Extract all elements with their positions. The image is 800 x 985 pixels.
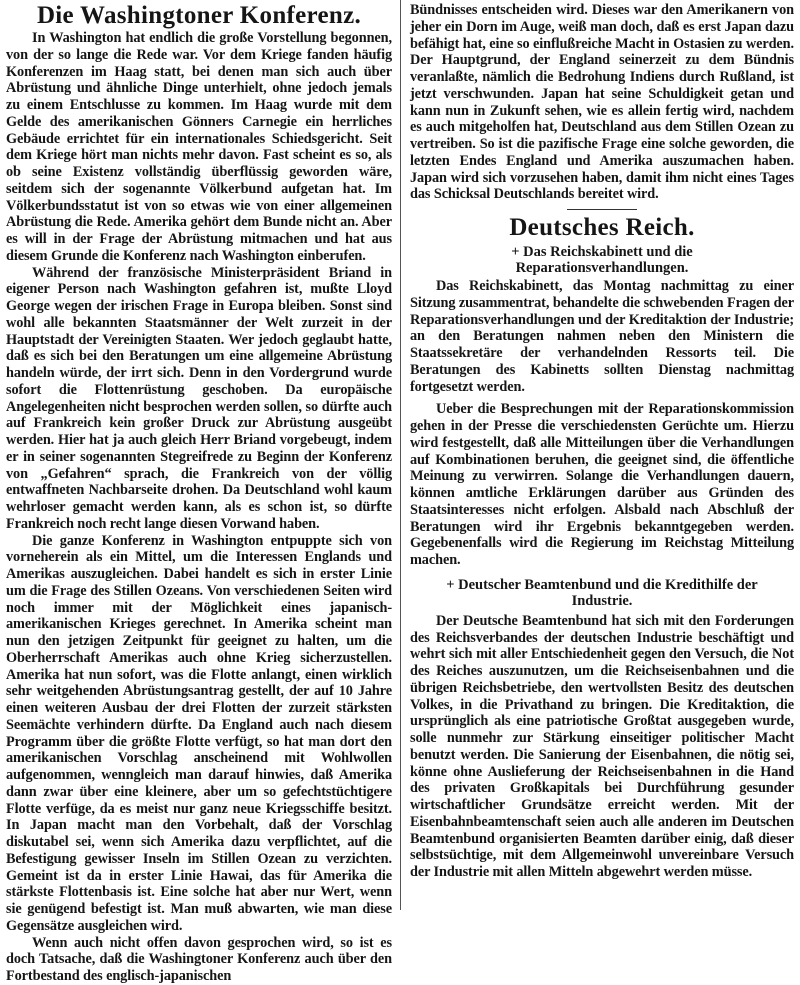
article-headline: + Deutscher Beamtenbund und die Kredithilfe der Industrie. — [446, 576, 758, 609]
article-beamtenbund — [410, 577, 794, 881]
article-headline: + Das Reichskabinett und die Reparationsverhandlungen. — [511, 244, 693, 276]
right-column — [410, 0, 794, 881]
column-divider — [400, 0, 401, 910]
article-paragraph: In Washington hat endlich die große Vorstellung begonnen, von der so lange die Rede war. Vor dem Kriege fanden häufig Konferenzen im Haag statt, bei denen man sich auch über Abrüstung und ähnliche Dinge unterhielt, ohne jedoch jemals zu einem Entschlusse zu kommen. Im Haag wurde mit dem Gelde des amerikanischen Gönners Carnegie ein herrliches Gebäude errichtet für ein internationales Schiedsgericht. Seit dem Kriege hört man nichts mehr davon. Fast scheint es so, als ob seine Existenz vollständig überflüssig geworden wäre, seitdem sich der sogenannte Völkerbund aufgetan hat. Im Völkerbundsstatut ist von so etwas wie von einer allgemeinen Abrüstung die Rede. Amerika gehört dem Bunde nicht an. Aber es will in der Frage der Abrüstung mitmachen und hat aus diesem Grunde die Konferenz nach Washington einberufen. — [6, 30, 392, 264]
article-continuation: Bündnisses entscheiden wird. Dieses war den Amerikanern von jeher ein Dorn im Auge, weiß man doch, daß es erst Japan dazu befähigt hat, eine so einflußreiche Macht in Ostasien zu werden. Der Hauptgrund, der England seinerzeit zu dem Bündnis veranlaßte, nämlich die Bedrohung Indiens durch Rußland, ist jetzt verschwunden. Japan hat seine Schuldigkeit getan und kann nun in Zukunft sehen, wie es allein fertig wird, nachdem es auch mitgeholfen hat, Deutschland aus dem Stillen Ozean zu vertreiben. So ist die pazifische Frage eine solche geworden, die letzten Endes England und Amerika auszumachen haben. Japan wird sich vorzusehen haben, damit ihm nicht eines Tages das Schicksal Deutschlands bereitet wird. — [410, 2, 794, 203]
section-rule — [567, 209, 637, 210]
article-paragraph: Wenn auch nicht offen davon gesprochen wird, so ist es doch Tatsache, daß die Washingtoner Konferenz auch über den Fortbestand des englisch-japanischen — [6, 934, 392, 984]
article-paragraph: Das Reichskabinett, das Montag nachmittag zu einer Sitzung zusammentrat, behandelte die schwebenden Fragen der Reparationsverhandlungen und der Kreditaktion der Industrie; an den Beratungen nahmen neben den Ministern die Staatssekretäre der verhandelnden Ressorts teil. Die Beratungen des Kabinetts sollten Dienstag nachmittag fortgesetzt werden. — [410, 278, 794, 395]
article-reichskabinett — [410, 244, 794, 569]
article-paragraph: Ueber die Besprechungen mit der Reparationskommission gehen in der Presse die verschiedensten Gerüchte um. Hierzu wird festgestellt, daß alle Mitteilungen über die Verhandlungen auf Kombinationen beruhen, die geeignet sind, die öffentliche Meinung zu verwirren. Solange die Verhandlungen dauern, können amtliche Erklärungen darüber aus Gründen des Staatsinteresses nicht erfolgen. Alsbald nach Abschluß der Beratungen wird ihr Ergebnis bekanntgegeben werden. Gegebenenfalls wird die Regierung im Reichstag Mitteilung machen. — [410, 401, 794, 568]
article-title: Die Washingtoner Konferenz. — [36, 2, 362, 29]
article-paragraph: Die ganze Konferenz in Washington entpuppte sich von vorneherein als ein Mittel, um die Interessen Englands und Amerikas auszugleichen. Dabei handelt es sich in erster Linie um die Frage des Stillen Ozeans. Von verschiedenen Seiten wird noch immer mit der Möglichkeit eines japanisch-amerikanischen Krieges gerechnet. In Amerika scheint man nun den jetzigen Zeitpunkt für geeignet zu halten, um die Oberherrschaft Amerikas auch ohne Krieg sicherzustellen. Amerika hat nun sofort, was die Flotte anlangt, einen wirklich sehr weitgehenden Abrüstungsantrag gestellt, der auf 10 Jahre einen weiteren Ausbau der drei Flotten der zurzeit stärksten Seemächte verhindern dürfte. Da England auch nach diesem Programm über die größte Flotte verfügt, so hat man dort den amerikanischen Vorschlag anscheinend mit Wohlwollen aufgenommen, wenngleich man darauf hinwies, daß Amerika dann zwar über eine kleinere, aber um so gefechtstüchtigere Flotte verfüge, da es meist nur ganz neue Kriegsschiffe besitzt. In Japan macht man den Vorbehalt, daß der Vorschlag diskutabel sei, wenn sich Amerika dazu verpflichtet, auf die Befestigung gewisser Inseln im Stillen Ozean zu verzichten. Gemeint ist da in erster Linie Hawai, das für Amerika die stärkste Flottenbasis ist. Eine solche hat aber nur Wert, wenn sie genügend befestigt ist. Man muß abwarten, wie man diese Gegensätze ausgleichen wird. — [6, 532, 392, 934]
article-paragraph: Während der französische Ministerpräsident Briand in eigener Person nach Washington gefahren ist, mußte Lloyd George wegen der irischen Frage in Europa bleiben. Sonst sind wohl alle bekannten Staatsmänner der Welt zurzeit in der Hauptstadt der Vereinigten Staaten. Wer jedoch geglaubt hatte, daß es sich bei den Beratungen um eine allgemeine Abrüstung handeln würde, der irrt sich. Denn in den Vordergrund wurde sofort die Flottenrüstung geschoben. Da europäische Angelegenheiten nicht besprochen werden sollen, so dürfte auch auf Frankreich kein großer Druck zur Abrüstung ausgeübt werden. Hier hat ja auch gleich Herr Briand vorgebeugt, indem er in seiner sogenannten Stegreifrede zu Beginn der Konferenz von „Gefahren“ sprach, die Frankreich von der völlig entwaffneten Nachbarseite drohen. Da Deutschland wohl kaum wehrloser gemacht werden kann, als es schon ist, so dürfte Frankreich noch recht lange diesen Vorwand haben. — [6, 264, 392, 532]
article-washington-conference — [6, 0, 392, 985]
section-title: Deutsches Reich. — [509, 214, 695, 241]
article-paragraph: Der Deutsche Beamtenbund hat sich mit den Forderungen des Reichsverbandes der deutschen Industrie beschäftigt und wehrt sich mit aller Entschiedenheit gegen den Versuch, die Not des Reiches auszunutzen, um die Reichseisenbahnen und die übrigen Reichsbetriebe, den wertvollsten Besitz des deutschen Volkes, in die Privathand zu bringen. Die Kreditaktion, die ursprünglich als eine patriotische Großtat ausgegeben wurde, solle nunmehr zur Stärkung einseitiger politischer Macht benutzt werden. Die Sanierung der Eisenbahnen, die nötig sei, könne ohne Auslieferung der Reichseisenbahnen in die Hand des privaten Großkapitals bei Durchführung gesunder wirtschaftlicher Grundsätze erreicht werden. Mit der Eisenbahnbeamtenschaft seien auch alle anderen im Deutschen Beamtenbund organisierten Beamten darüber einig, daß dieser selbstsüchtige, mit dem Allgemeinwohl unvereinbare Versuch der Industrie mit allen Mitteln abgewehrt werden müsse. — [410, 612, 794, 880]
